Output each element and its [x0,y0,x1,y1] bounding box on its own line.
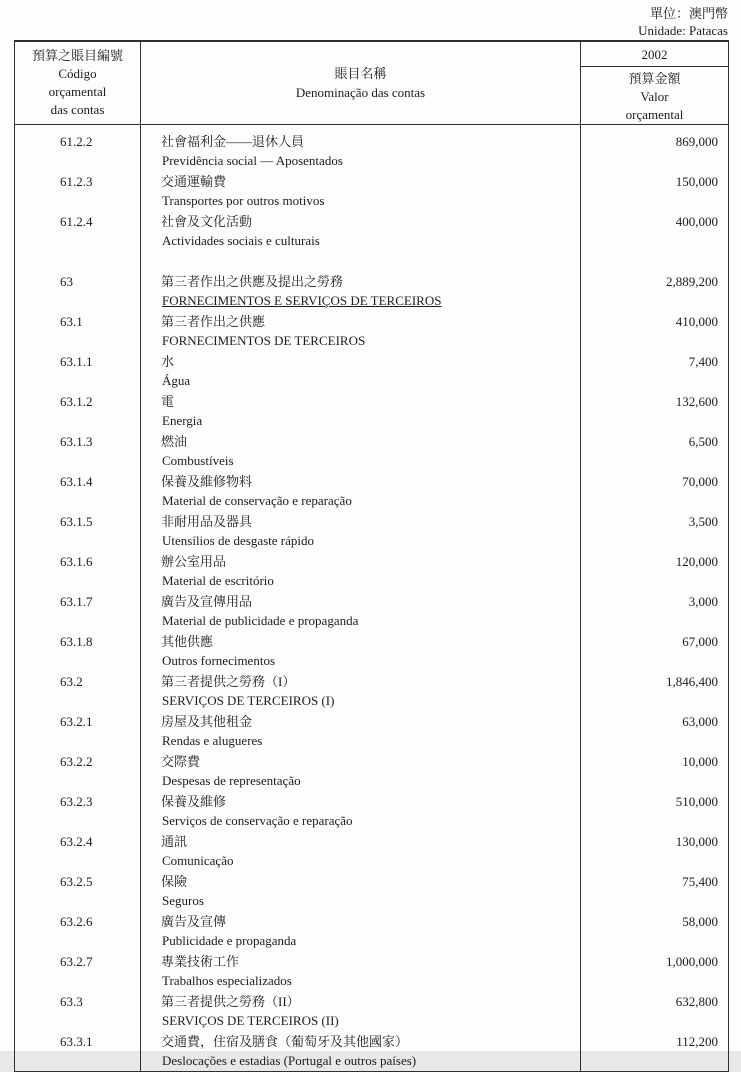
account-code [15,591,141,631]
account-value [581,511,729,551]
account-name [141,125,581,172]
account-name-pt: Material de publicidade e propaganda [162,613,359,628]
account-name [141,751,581,791]
account-code-text: 63.1 [60,314,83,329]
account-value-text: 3,500 [688,514,718,529]
account-code [15,951,141,991]
account-value-text: 63,000 [682,714,718,729]
table-body [15,125,729,1072]
header-name-line-zh: 賬目名稱 [334,66,387,81]
table-row [15,311,729,351]
budget-table [14,40,729,1072]
account-code-text: 63.1.1 [60,354,93,369]
account-name [141,391,581,431]
table-header [15,41,729,125]
account-value-text: 1,000,000 [666,954,718,969]
account-code-text: 63.2.1 [60,714,93,729]
account-name [141,471,581,511]
header-year: 2002 [581,42,728,67]
header-account-name [141,41,581,125]
table-row [15,471,729,511]
header-code-line-pt2: orçamental [48,84,107,99]
account-code-text: 63.2.5 [60,874,93,889]
account-name [141,871,581,911]
header-value-line-pt2: orçamental [625,107,684,122]
account-value [581,431,729,471]
account-code [15,471,141,511]
account-value-text: 10,000 [682,754,718,769]
account-value [581,591,729,631]
header-budget-value [581,41,729,125]
account-name [141,711,581,751]
account-code [15,551,141,591]
account-code-text: 61.2.2 [60,134,93,149]
header-code-line-zh: 預算之賬目編號 [31,48,123,63]
account-code [15,391,141,431]
account-value [581,391,729,431]
account-name-pt: Actividades sociais e culturais [162,233,320,248]
table-row [15,391,729,431]
account-value-text: 130,000 [675,834,718,849]
account-value-text: 869,000 [675,134,718,149]
account-value [581,671,729,711]
account-value [581,991,729,1031]
account-code [15,711,141,751]
account-value-text: 632,800 [675,994,718,1009]
account-code-text: 63.1.4 [60,474,93,489]
header-account-code [15,41,141,125]
account-code [15,171,141,211]
account-code [15,511,141,551]
account-name-pt: Utensílios de desgaste rápido [162,533,314,548]
account-name-zh: 第三者作出之供應 [161,314,266,329]
account-value-text: 112,200 [676,1034,718,1049]
account-value-text: 2,889,200 [666,274,718,289]
account-name [141,631,581,671]
account-code [15,311,141,351]
account-code [15,871,141,911]
account-code [15,431,141,471]
header-name-line-pt: Denominação das contas [295,85,426,100]
account-name-zh: 廣告及宣傳 [161,914,227,929]
account-name [141,591,581,631]
account-name [141,1031,581,1072]
account-name-zh: 交際費 [161,754,201,769]
account-name-pt: FORNECIMENTOS DE TERCEIROS [162,333,366,348]
currency-unit-pt: Unidade: Patacas [638,23,728,38]
account-name-zh: 通訊 [161,834,188,849]
account-name-pt: Outros fornecimentos [162,653,276,668]
table-row [15,431,729,471]
table-row [15,751,729,791]
account-name-zh: 廣告及宣傳用品 [161,594,253,609]
account-value [581,911,729,951]
account-code [15,351,141,391]
account-name [141,311,581,351]
account-code [15,631,141,671]
header-value-line-zh: 預算金額 [628,71,681,86]
account-name-zh: 房屋及其他租金 [161,714,253,729]
account-code-text: 63.2 [60,674,83,689]
account-value-text: 6,500 [688,434,718,449]
account-name-pt: Rendas e alugueres [162,733,263,748]
account-name-pt: Água [162,373,191,388]
account-code-text: 63.1.6 [60,554,93,569]
account-name-pt: Despesas de representação [162,773,301,788]
table-row [15,1031,729,1072]
account-value [581,871,729,911]
account-name-zh: 保養及維修 [161,794,227,809]
table-row [15,351,729,391]
account-name-zh: 保養及維修物料 [161,474,253,489]
table-row [15,791,729,831]
account-value-text: 132,600 [675,394,718,409]
account-value-text: 75,400 [682,874,718,889]
account-name [141,991,581,1031]
account-name-pt: SERVIÇOS DE TERCEIROS (I) [162,693,335,708]
table-row [15,125,729,172]
account-code-text: 63.1.8 [60,634,93,649]
table-row [15,711,729,751]
account-value-text: 400,000 [675,214,718,229]
account-name-zh: 第三者提供之勞務（II） [161,994,300,1009]
account-name-zh: 社會福利金——退休人員 [161,134,305,149]
table-row [15,631,729,671]
account-value [581,951,729,991]
account-name-pt: Trabalhos especializados [162,973,292,988]
account-value [581,471,729,511]
account-name-pt: SERVIÇOS DE TERCEIROS (II) [162,1013,339,1028]
account-name-zh: 第三者提供之勞務（I） [161,674,296,689]
account-code-text: 63.2.3 [60,794,93,809]
account-name-pt: Deslocações e estadias (Portugal e outros países) [162,1053,417,1068]
account-code-text: 63 [60,274,73,289]
currency-unit-zh: 單位：澳門幣 [649,6,728,21]
account-value [581,311,729,351]
account-name-zh: 社會及文化活動 [161,214,253,229]
account-code [15,1031,141,1072]
account-code [15,831,141,871]
account-code [15,671,141,711]
account-code-text: 63.3 [60,994,83,1009]
account-name-pt: Previdência social — Aposentados [162,153,343,168]
account-value-text: 120,000 [675,554,718,569]
account-name [141,511,581,551]
table-row [15,831,729,871]
currency-unit-label [638,5,728,39]
account-name-zh: 非耐用品及器具 [161,514,253,529]
account-name-zh: 電 [161,394,175,409]
account-name-pt: Serviços de conservação e reparação [162,813,353,828]
account-name-zh: 水 [161,354,175,369]
account-code [15,791,141,831]
account-value [581,711,729,751]
account-name-zh: 其他供應 [161,634,214,649]
account-value [581,751,729,791]
account-name [141,431,581,471]
account-name [141,951,581,991]
table-row [15,911,729,951]
account-value-text: 70,000 [682,474,718,489]
account-code-text: 63.2.2 [60,754,93,769]
account-value-text: 67,000 [682,634,718,649]
account-value [581,211,729,251]
account-code-text: 63.1.2 [60,394,93,409]
account-code [15,125,141,172]
table-row [15,951,729,991]
account-code [15,911,141,951]
account-value [581,1031,729,1072]
account-code-text: 63.2.4 [60,834,93,849]
account-name-zh: 交通費，住宿及膳食（葡萄牙及其他國家） [161,1034,409,1049]
account-code-text: 61.2.3 [60,174,93,189]
account-name [141,171,581,211]
table-row [15,871,729,911]
account-name [141,831,581,871]
account-name-pt: FORNECIMENTOS E SERVIÇOS DE TERCEIROS [162,293,442,308]
account-name-zh: 燃油 [161,434,188,449]
table-row [15,551,729,591]
account-code-text: 63.1.5 [60,514,93,529]
account-code-text: 61.2.4 [60,214,93,229]
account-name-pt: Seguros [162,893,204,908]
account-name [141,351,581,391]
account-name-pt: Material de escritório [162,573,274,588]
header-code-line-pt1: Código [58,66,97,81]
account-value-text: 150,000 [675,174,718,189]
account-code [15,211,141,251]
table-row [15,511,729,551]
table-row [15,251,729,311]
account-value [581,251,729,311]
account-name-zh: 保險 [161,874,188,889]
account-value [581,551,729,591]
account-value [581,831,729,871]
account-value [581,791,729,831]
account-code [15,751,141,791]
account-name [141,671,581,711]
account-value-text: 410,000 [675,314,718,329]
account-name-pt: Publicidade e propaganda [162,933,297,948]
account-name-pt: Transportes por outros motivos [162,193,325,208]
account-name-pt: Energia [162,413,203,428]
account-code-text: 63.1.7 [60,594,93,609]
account-code-text: 63.1.3 [60,434,93,449]
table-row [15,991,729,1031]
account-value [581,125,729,172]
account-value [581,631,729,671]
account-name-pt: Comunicação [162,853,234,868]
account-name-zh: 第三者作出之供應及提出之勞務 [161,274,344,289]
account-value [581,171,729,211]
account-code-text: 63.3.1 [60,1034,93,1049]
table-row [15,171,729,211]
account-name [141,211,581,251]
account-value [581,351,729,391]
header-value-line-pt1: Valor [640,89,669,104]
header-code-line-pt3: das contas [50,102,105,117]
account-name [141,791,581,831]
table-row [15,591,729,631]
account-value-text: 7,400 [688,354,718,369]
account-value-text: 3,000 [688,594,718,609]
table-row [15,671,729,711]
account-name-zh: 辦公室用品 [161,554,227,569]
account-code-text: 63.2.6 [60,914,93,929]
account-code [15,991,141,1031]
account-name-zh: 專業技術工作 [161,954,240,969]
account-value-text: 510,000 [675,794,718,809]
account-value-text: 58,000 [682,914,718,929]
table-row [15,211,729,251]
account-name [141,911,581,951]
account-name [141,551,581,591]
account-name [141,251,581,311]
account-name-pt: Combustíveis [162,453,234,468]
account-value-text: 1,846,400 [666,674,718,689]
account-code [15,251,141,311]
account-name-zh: 交通運輸費 [161,174,227,189]
account-name-pt: Material de conservação e reparação [162,493,352,508]
account-code-text: 63.2.7 [60,954,93,969]
